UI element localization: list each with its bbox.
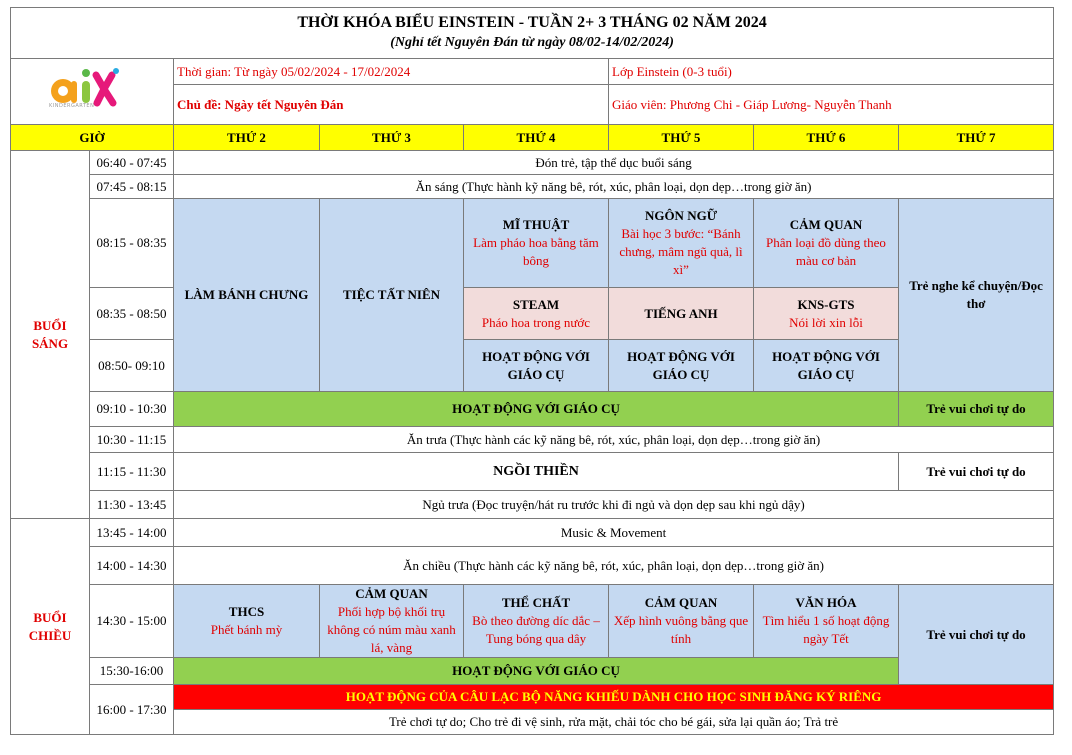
column-header-time: GIỜ — [11, 125, 174, 151]
wed-slot2-cell — [464, 288, 609, 340]
activity-title: KNS-GTS — [797, 296, 855, 312]
activity-desc: Tìm hiểu 1 số hoạt động ngày Tết — [762, 613, 890, 646]
breakfast-cell: Ăn sáng (Thực hành kỹ năng bê, rót, xúc, phân loại, dọn dẹp…trong giờ ăn) — [174, 175, 1054, 199]
time-slot: 15:30-16:00 — [90, 658, 174, 685]
end-of-day-cell: Trẻ chơi tự do; Cho trẻ đi vệ sinh, rửa mặt, chải tóc cho bé gái, sửa lại quần áo; Trả trẻ — [174, 710, 1054, 735]
page-title: THỜI KHÓA BIỂU EINSTEIN - TUẦN 2+ 3 THÁNG 02 NĂM 2024 — [297, 14, 767, 31]
activity-desc: Phối hợp bộ khối trụ không có núm màu xanh lá, vàng — [327, 604, 456, 655]
activity-desc: Phết bánh mỳ — [210, 622, 283, 637]
activity-desc: Làm pháo hoa bằng tăm bông — [473, 235, 599, 268]
wed-slot3-cell: HOẠT ĐỘNG VỚI GIÁO CỤ — [464, 340, 609, 392]
activity-desc: Xếp hình vuông bằng que tính — [613, 613, 749, 646]
column-header-sat: THỨ 7 — [899, 125, 1054, 151]
time-slot: 11:30 - 13:45 — [90, 491, 174, 519]
fri-slot1-cell — [754, 199, 899, 288]
school-logo — [47, 61, 137, 117]
activity-title: THỂ CHẤT — [501, 595, 571, 610]
wed-slot1-cell — [464, 199, 609, 288]
meditation-cell: NGỒI THIỀN — [174, 453, 899, 491]
column-header-fri: THỨ 6 — [754, 125, 899, 151]
timetable-page — [10, 7, 1053, 742]
time-slot: 08:50- 09:10 — [90, 340, 174, 392]
music-cell: Music & Movement — [174, 519, 1054, 547]
column-header-wed: THỨ 4 — [464, 125, 609, 151]
column-header-thu: THỨ 5 — [609, 125, 754, 151]
session-afternoon: BUỔI CHIỀU — [11, 519, 90, 735]
activity-desc: Bò theo đường díc dắc – Tung bóng qua dây — [472, 613, 600, 646]
lunch-cell: Ăn trưa (Thực hành các kỹ năng bê, rót, xúc, phân loại, dọn dẹp…trong giờ ăn) — [174, 427, 1054, 453]
tue-morning-cell: TIỆC TẤT NIÊN — [320, 199, 464, 392]
activity-title: MĨ THUẬT — [502, 217, 570, 232]
tue-afternoon-cell — [320, 585, 464, 658]
activity-desc: Pháo hoa trong nước — [481, 314, 591, 330]
time-slot: 16:00 - 17:30 — [90, 685, 174, 735]
column-header-tue: THỨ 3 — [320, 125, 464, 151]
time-slot: 13:45 - 14:00 — [90, 519, 174, 547]
fri-afternoon-cell — [754, 585, 899, 658]
activity-desc: Bài học 3 bước: “Bánh chưng, mâm ngũ quả, lì xì” — [619, 226, 743, 277]
time-slot: 07:45 - 08:15 — [90, 175, 174, 199]
info-teachers: Giáo viên: Phương Chi - Giáp Lương- Nguyễn Thanh — [609, 85, 1054, 125]
page-subtitle: (Nghỉ tết Nguyên Đán từ ngày 08/02-14/02/2024) — [390, 35, 674, 50]
info-class: Lớp Einstein (0-3 tuổi) — [609, 59, 1054, 85]
thu-afternoon-cell — [609, 585, 754, 658]
time-slot: 08:35 - 08:50 — [90, 288, 174, 340]
afternoon-activity-bar: HOẠT ĐỘNG VỚI GIÁO CỤ — [174, 658, 899, 685]
time-slot: 11:15 - 11:30 — [90, 453, 174, 491]
logo-cell — [11, 59, 174, 125]
time-slot: 10:30 - 11:15 — [90, 427, 174, 453]
activity-desc: Phân loại đồ dùng theo màu cơ bản — [766, 235, 886, 268]
sat-morning-cell: Trẻ nghe kể chuyện/Đọc thơ — [899, 199, 1054, 392]
thu-slot1-cell — [609, 199, 754, 288]
time-slot: 09:10 - 10:30 — [90, 392, 174, 427]
sat-free-play-cell-2: Trẻ vui chơi tự do — [899, 453, 1054, 491]
time-slot: 08:15 - 08:35 — [90, 199, 174, 288]
nap-cell: Ngủ trưa (Đọc truyện/hát ru trước khi đi ngủ và dọn dẹp sau khi ngủ dậy) — [174, 491, 1054, 519]
info-topic: Chủ đề: Ngày tết Nguyên Đán — [174, 85, 609, 125]
mon-afternoon-cell — [174, 585, 320, 658]
activity-desc: Nói lời xin lỗi — [789, 314, 863, 330]
timetable — [10, 7, 1054, 735]
wed-afternoon-cell — [464, 585, 609, 658]
logo-tagline: KINDERGARTEN — [49, 103, 95, 109]
thu-slot3-cell: HOẠT ĐỘNG VỚI GIÁO CỤ — [609, 340, 754, 392]
fri-slot2-cell — [754, 288, 899, 340]
mon-morning-cell: LÀM BÁNH CHƯNG — [174, 199, 320, 392]
time-slot: 14:30 - 15:00 — [90, 585, 174, 658]
arrival-cell: Đón trẻ, tập thể dục buổi sáng — [174, 151, 1054, 175]
activity-title: CẢM QUAN — [789, 217, 863, 232]
fri-slot3-cell: HOẠT ĐỘNG VỚI GIÁO CỤ — [754, 340, 899, 392]
column-header-mon: THỨ 2 — [174, 125, 320, 151]
activity-title: NGÔN NGỮ — [644, 208, 718, 223]
club-banner: HOẠT ĐỘNG CỦA CÂU LẠC BỘ NĂNG KHIẾU DÀNH CHO HỌC SINH ĐĂNG KÝ RIÊNG — [174, 685, 1054, 710]
thu-slot2-cell: TIẾNG ANH — [609, 288, 754, 340]
time-slot: 06:40 - 07:45 — [90, 151, 174, 175]
activity-title: VĂN HÓA — [795, 595, 857, 610]
session-morning: BUỔI SÁNG — [11, 151, 90, 519]
snack-cell: Ăn chiều (Thực hành các kỹ năng bê, rót, xúc, phân loại, dọn dẹp…trong giờ ăn) — [174, 547, 1054, 585]
activity-title: THCS — [228, 604, 265, 619]
activity-title: STEAM — [512, 296, 560, 312]
sat-afternoon-cell: Trẻ vui chơi tự do — [899, 585, 1054, 685]
title-cell — [11, 8, 1054, 59]
time-slot: 14:00 - 14:30 — [90, 547, 174, 585]
activity-title: CẢM QUAN — [355, 586, 428, 601]
activity-bar: HOẠT ĐỘNG VỚI GIÁO CỤ — [174, 392, 899, 427]
info-time: Thời gian: Từ ngày 05/02/2024 - 17/02/2024 — [174, 59, 609, 85]
sat-free-play-cell: Trẻ vui chơi tự do — [899, 392, 1054, 427]
activity-title: CẢM QUAN — [644, 595, 718, 610]
